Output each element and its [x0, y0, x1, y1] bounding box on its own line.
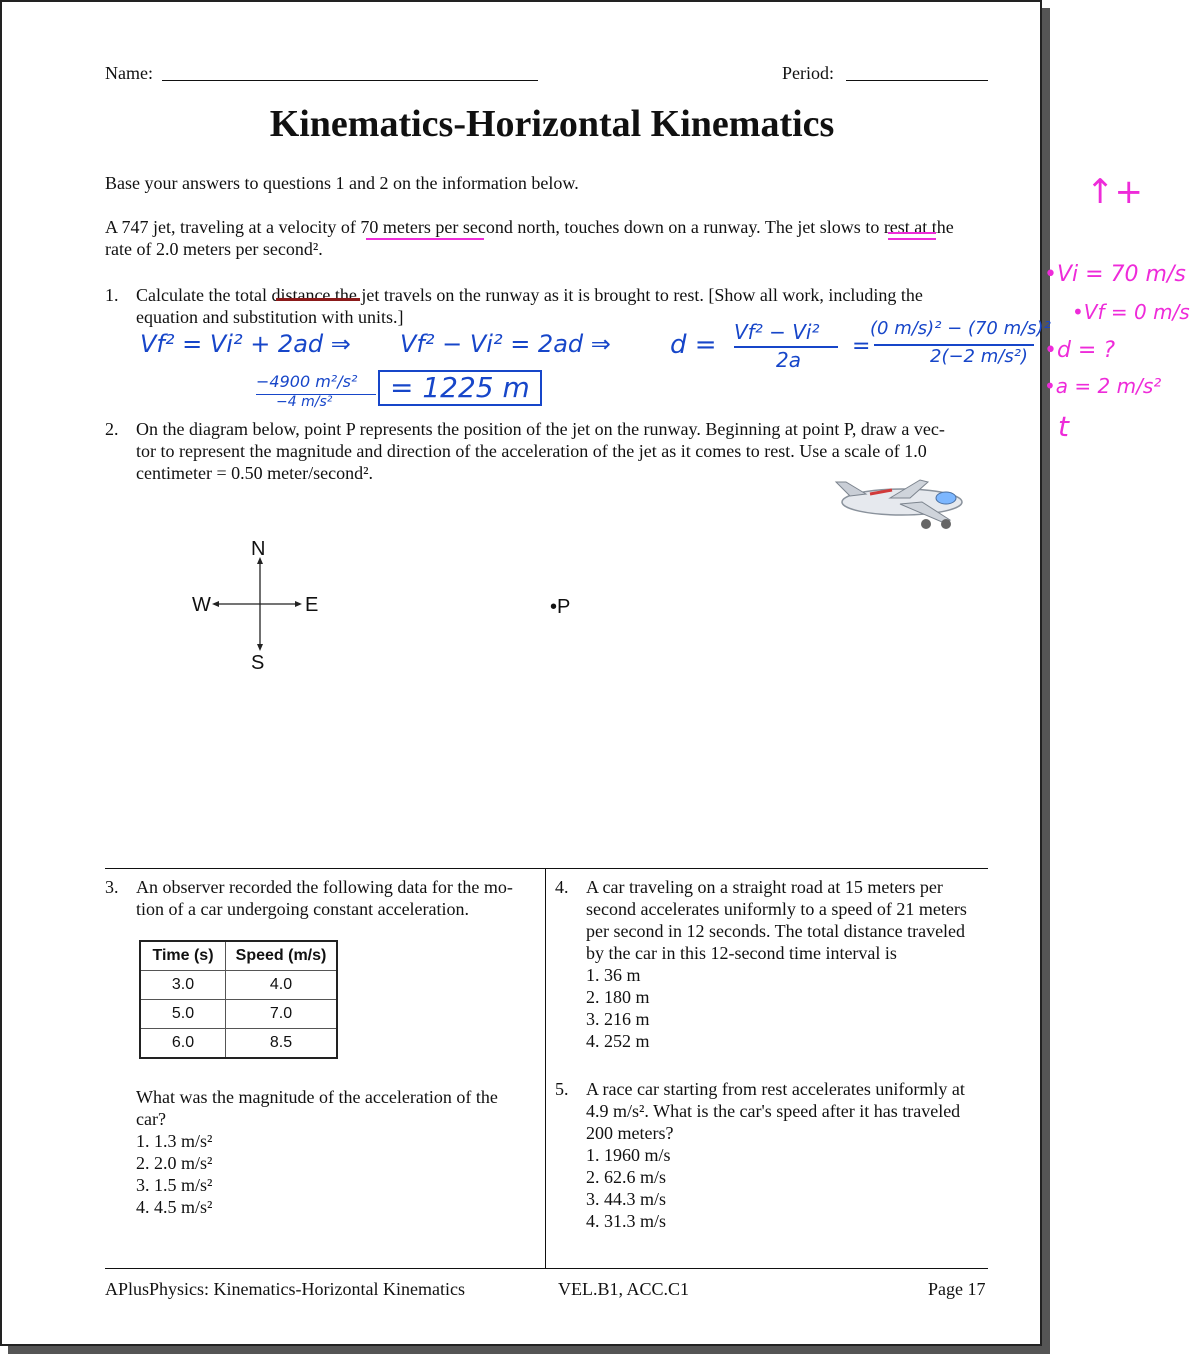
- airplane-icon: [830, 472, 980, 534]
- q1-line1: Calculate the total distance the jet travels on the runway as it is brought to rest. [Show all work, including the: [136, 285, 923, 305]
- intro-base-text: Base your answers to questions 1 and 2 on the information below.: [105, 173, 579, 193]
- handwriting-work-numerator: −4900 m²/s²: [256, 372, 358, 391]
- table-header-row: [140, 941, 337, 971]
- name-field[interactable]: [162, 80, 538, 81]
- page-title: Kinematics-Horizontal Kinematics: [269, 103, 835, 145]
- q3-option-2[interactable]: 2. 2.0 m/s²: [136, 1153, 213, 1173]
- q5-number: 5.: [555, 1079, 569, 1099]
- compass-north-label: N: [251, 538, 266, 560]
- handwriting-boxed-answer: = 1225 m: [378, 370, 542, 406]
- period-field[interactable]: [846, 80, 988, 81]
- section-divider-bottom: [105, 1268, 988, 1269]
- compass-south-label: S: [251, 652, 265, 674]
- q3-question-line2: car?: [136, 1109, 166, 1129]
- q3-number: 3.: [105, 877, 119, 897]
- table-row: [140, 1029, 337, 1059]
- red-underline-distance: [276, 298, 360, 301]
- handwriting-fraction-den: 2a: [776, 348, 801, 372]
- q5-option-4[interactable]: 4. 31.3 m/s: [586, 1211, 667, 1231]
- handwriting-fraction-num: Vf² − Vi²: [734, 320, 820, 344]
- q4-line4: by the car in this 12-second time interval is: [586, 943, 897, 963]
- point-p-label: •P: [550, 596, 571, 618]
- pink-d-note: •d = ?: [1044, 338, 1116, 363]
- q3-option-4[interactable]: 4. 4.5 m/s²: [136, 1197, 213, 1217]
- handwriting-work-denominator: −4 m/s²: [276, 394, 333, 410]
- q4-option-4[interactable]: 4. 252 m: [586, 1031, 650, 1051]
- footer-page-number: Page 17: [928, 1279, 986, 1299]
- q2-line1: On the diagram below, point P represents the position of the jet on the runway. Beginning at point P, draw a vec-: [136, 419, 945, 439]
- q4-option-3[interactable]: 3. 216 m: [586, 1009, 650, 1029]
- q5-line3: 200 meters?: [586, 1123, 674, 1143]
- intro-scenario-line2: rate of 2.0 meters per second².: [105, 239, 323, 259]
- q4-option-2[interactable]: 2. 180 m: [586, 987, 650, 1007]
- q3-line2: tion of a car undergoing constant acceleration.: [136, 899, 470, 919]
- table-header-speed: Speed (m/s): [226, 941, 338, 971]
- q3-option-1[interactable]: 1. 1.3 m/s²: [136, 1131, 213, 1151]
- pink-underline-rest-2: [888, 238, 936, 240]
- table-cell: 3.0: [140, 971, 226, 1000]
- table-cell: 5.0: [140, 1000, 226, 1029]
- intro-scenario-line1: A 747 jet, traveling at a velocity of 70 meters per second north, touches down on a runway. The jet slows to rest at the: [105, 217, 954, 237]
- handwriting-sub-den: 2(−2 m/s²): [930, 346, 1028, 367]
- name-label: Name:: [105, 63, 153, 83]
- q4-number: 4.: [555, 877, 569, 897]
- column-divider: [545, 868, 546, 1268]
- q5-option-1[interactable]: 1. 1960 m/s: [586, 1145, 671, 1165]
- table-cell: 8.5: [226, 1029, 338, 1059]
- period-label: Period:: [782, 63, 834, 83]
- q4-line2: second accelerates uniformly to a speed of 21 meters: [586, 899, 967, 919]
- pink-underline-velocity: [366, 238, 484, 240]
- compass-east-label: E: [305, 594, 319, 616]
- footer-center: VEL.B1, ACC.C1: [558, 1279, 690, 1299]
- q4-option-1[interactable]: 1. 36 m: [586, 965, 641, 985]
- section-divider-top: [105, 868, 988, 869]
- q3-question-line1: What was the magnitude of the acceleration of the: [136, 1087, 498, 1107]
- table-cell: 6.0: [140, 1029, 226, 1059]
- footer-left: APlusPhysics: Kinematics-Horizontal Kinematics: [105, 1279, 465, 1299]
- q2-line2: tor to represent the magnitude and direction of the acceleration of the jet as it comes to rest. Use a scale of 1.0: [136, 441, 927, 461]
- q5-line1: A race car starting from rest accelerates uniformly at: [586, 1079, 965, 1099]
- q1-line2: equation and substitution with units.]: [136, 307, 404, 327]
- pink-vf-note: •Vf = 0 m/s: [1072, 300, 1190, 324]
- handwriting-equals: =: [852, 334, 871, 359]
- pink-underline-rest-1: [888, 232, 936, 234]
- pink-positive-direction: ↑+: [1086, 172, 1143, 212]
- q3-line1: An observer recorded the following data for the mo-: [136, 877, 513, 897]
- handwriting-equation-2: Vf² − Vi² = 2ad ⇒: [400, 330, 611, 358]
- handwriting-equation-3: d =: [670, 330, 717, 360]
- q5-option-3[interactable]: 3. 44.3 m/s: [586, 1189, 667, 1209]
- q5-option-2[interactable]: 2. 62.6 m/s: [586, 1167, 667, 1187]
- handwriting-sub-num: (0 m/s)² − (70 m/s)²: [870, 318, 1051, 339]
- q3-data-table: [139, 940, 338, 1059]
- q2-line3: centimeter = 0.50 meter/second².: [136, 463, 373, 483]
- handwriting-equation-1: Vf² = Vi² + 2ad ⇒: [140, 330, 351, 358]
- q2-number: 2.: [105, 419, 119, 439]
- q4-line3: per second in 12 seconds. The total distance traveled: [586, 921, 966, 941]
- q1-number: 1.: [105, 285, 119, 305]
- pink-t-note: t: [1058, 410, 1069, 443]
- table-cell: 4.0: [226, 971, 338, 1000]
- pink-a-note: •a = 2 m/s²: [1044, 374, 1162, 398]
- q3-option-3[interactable]: 3. 1.5 m/s²: [136, 1175, 213, 1195]
- table-row: [140, 1000, 337, 1029]
- table-cell: 7.0: [226, 1000, 338, 1029]
- table-row: [140, 971, 337, 1000]
- q5-line2: 4.9 m/s². What is the car's speed after it has traveled: [586, 1101, 961, 1121]
- table-header-time: Time (s): [140, 941, 226, 971]
- q4-line1: A car traveling on a straight road at 15 meters per: [586, 877, 943, 897]
- pink-vi-note: •Vi = 70 m/s: [1044, 262, 1186, 287]
- compass-west-label: W: [192, 594, 211, 616]
